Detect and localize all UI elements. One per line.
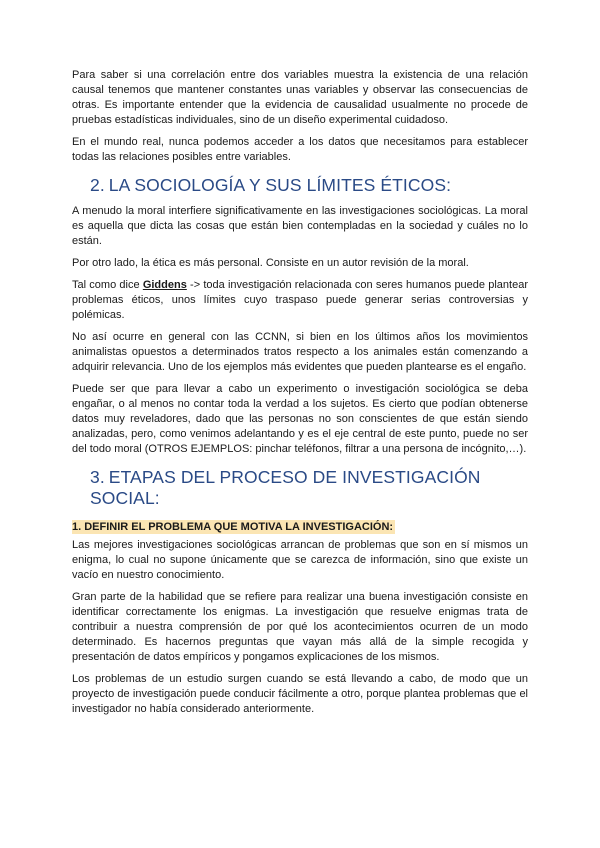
giddens-prefix: Tal como dice — [72, 279, 143, 291]
section-2-paragraph-2: Por otro lado, la ética es más personal. Consiste en un autor revisión de la moral. — [72, 257, 469, 269]
intro-paragraph-1: Para saber si una correlación entre dos variables muestra la existencia de una relación causal tenemos que mantener constantes unas variables y observar las consecuencias de otras. Es importante entender que la evidencia de causalidad usualmente no procede de pruebas estadísticas individuales, sino de un diseño experimental cuidadoso. — [72, 69, 528, 126]
section-2-paragraph-3 — [72, 278, 528, 323]
section-3-paragraph-3: Los problemas de un estudio surgen cuando se está llevando a cabo, de modo que un proyecto de investigación puede conducir fácilmente a otro, porque plantea problemas que el investigador no había considerado anteriormente. — [72, 673, 528, 715]
section-2-paragraph-5: Puede ser que para llevar a cabo un experimento o investigación sociológica se deba engañar, o al menos no contar toda la verdad a los sujetos. Es cierto que podían obtenerse datos muy reveladores, dado que las personas no son conscientes de que están siendo analizadas, pero, como venimos adelantando y es el eje central de este punto, puede no ser del todo moral (OTROS EJEMPLOS: pinchar teléfonos, filtrar a una persona de incógnito,…). — [72, 383, 528, 455]
section-3-paragraph-1: Las mejores investigaciones sociológicas arrancan de problemas que son en sí mismos un enigma, lo cual no supone únicamente que se carezca de información, sino que existe un vacío en nuestro conocimiento. — [72, 539, 528, 581]
section-2-heading — [90, 175, 528, 196]
section-3-title: ETAPAS DEL PROCESO DE INVESTIGACIÓN SOCIAL: — [90, 467, 481, 508]
section-2-number: 2. — [90, 175, 105, 195]
author-giddens: Giddens — [142, 279, 187, 291]
section-3-heading — [90, 467, 528, 509]
section-3-number: 3. — [90, 467, 105, 487]
section-2-paragraph-1: A menudo la moral interfiere significativamente en las investigaciones sociológicas. La moral es aquella que dicta las cosas que están bien contempladas en la sociedad y cuáles no lo están. — [72, 205, 528, 247]
intro-paragraph-2: En el mundo real, nunca podemos acceder a los datos que necesitamos para establecer todas las relaciones posibles entre variables. — [72, 136, 528, 163]
section-2-paragraph-4: No así ocurre en general con las CCNN, si bien en los últimos años los movimientos animalistas opuestos a determinados tratos respecto a los animales están comenzando a adquirir relevancia. Uno de los ejemplos más evidentes que pueden plantearse es el engaño. — [72, 331, 528, 373]
section-3-paragraph-2: Gran parte de la habilidad que se refiere para realizar una buena investigación consiste en identificar correctamente los enigmas. La investigación que resuelve enigmas trata de contribuir a nuestra comprensión de por qué los acontecimientos ocurren de un modo determinado. Es hacernos preguntas que vayan más allá de la simple recogida y presentación de datos empíricos y pongamos explicaciones de los mismos. — [72, 591, 528, 663]
giddens-rest: -> toda investigación relacionada con seres humanos puede plantear problemas éticos, unos límites cuyo traspaso puede generar serias controversias y polémicas. — [72, 279, 528, 321]
highlighted-subheading: 1. DEFINIR EL PROBLEMA QUE MOTIVA LA INVESTIGACIÓN: — [72, 521, 394, 533]
subheading-row — [72, 517, 528, 538]
section-2-title: LA SOCIOLOGÍA Y SUS LÍMITES ÉTICOS: — [108, 175, 452, 195]
